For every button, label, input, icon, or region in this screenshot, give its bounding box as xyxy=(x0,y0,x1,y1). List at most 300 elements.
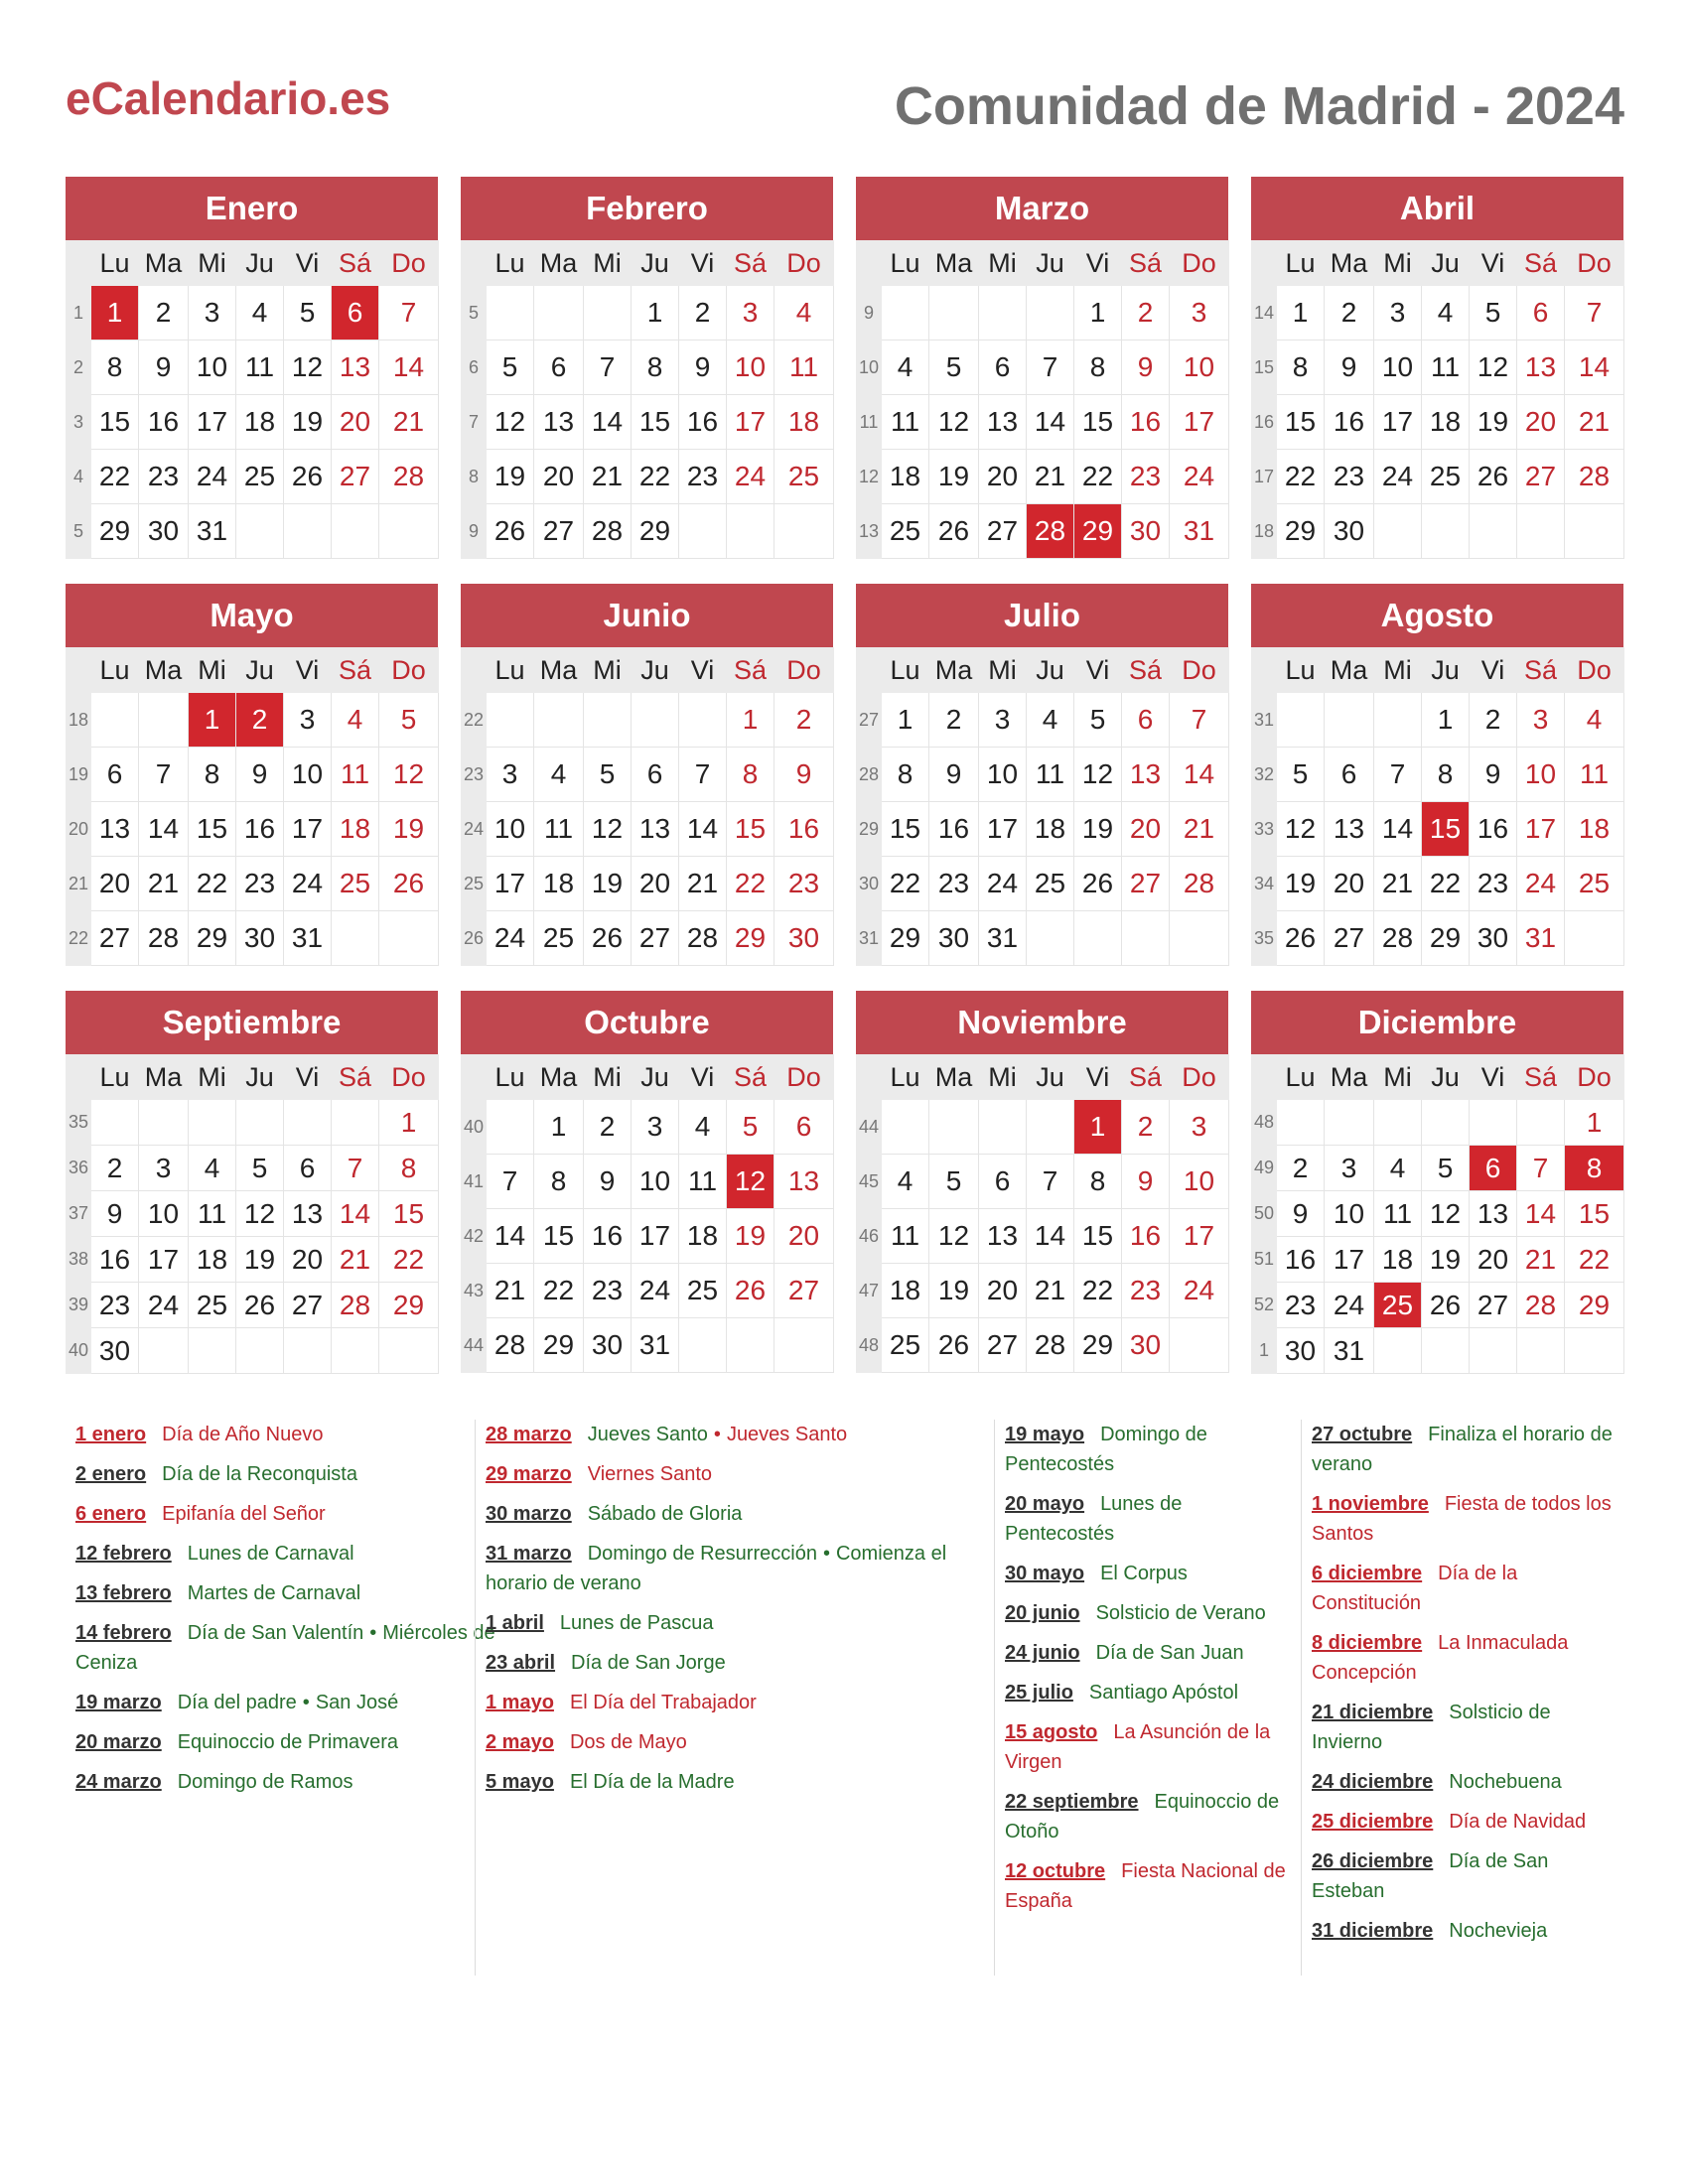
day-cell: 11 xyxy=(679,1155,727,1209)
empty-cell xyxy=(487,693,534,748)
week-number: 13 xyxy=(857,504,882,559)
day-header: Do xyxy=(774,648,834,693)
day-cell: 20 xyxy=(1122,802,1170,857)
day-cell: 9 xyxy=(1122,1155,1170,1209)
day-header: Ju xyxy=(236,648,284,693)
day-header: Vi xyxy=(1074,241,1122,286)
holiday-date-link[interactable]: 30 marzo xyxy=(486,1503,572,1525)
holiday-date-link[interactable]: 15 agosto xyxy=(1005,1721,1098,1743)
day-cell: 20 xyxy=(1470,1237,1517,1283)
day-header: Ju xyxy=(1422,648,1470,693)
day-cell: 21 xyxy=(1170,802,1229,857)
day-header: Vi xyxy=(1074,648,1122,693)
holiday-name: Nochebuena xyxy=(1449,1771,1562,1793)
holiday-name: Martes de Carnaval xyxy=(187,1582,361,1604)
day-cell: 11 xyxy=(882,1209,929,1264)
day-header: Mi xyxy=(979,648,1027,693)
day-header: Do xyxy=(1170,241,1229,286)
day-cell: 17 xyxy=(1170,1209,1229,1264)
month-name: Mayo xyxy=(66,584,438,647)
day-cell: 15 xyxy=(632,395,679,450)
day-cell: 15 xyxy=(1074,395,1122,450)
holiday-item xyxy=(75,1499,532,1529)
day-cell: 20 xyxy=(1325,857,1374,911)
day-cell: 22 xyxy=(1074,1264,1122,1318)
brand-logo[interactable]: eCalendario.es xyxy=(66,72,391,124)
day-cell: 19 xyxy=(284,395,332,450)
week-header-blank xyxy=(857,1055,882,1100)
day-cell: 29 xyxy=(534,1318,584,1373)
day-cell: 24 xyxy=(1170,1264,1229,1318)
day-cell: 27 xyxy=(1122,857,1170,911)
day-cell: 18 xyxy=(1374,1237,1422,1283)
day-cell: 18 xyxy=(189,1237,236,1283)
day-header: Lu xyxy=(1277,241,1325,286)
month-name: Marzo xyxy=(856,177,1228,240)
day-cell: 6 xyxy=(979,1155,1027,1209)
holiday-day-cell: 15 xyxy=(1422,802,1470,857)
day-cell: 19 xyxy=(1470,395,1517,450)
holiday-date-link[interactable]: 24 diciembre xyxy=(1312,1771,1434,1793)
day-cell: 2 xyxy=(1470,693,1517,748)
day-header: Ma xyxy=(534,241,584,286)
day-cell: 11 xyxy=(332,748,379,802)
day-cell: 30 xyxy=(1122,1318,1170,1373)
day-cell: 13 xyxy=(332,341,379,395)
day-header: Lu xyxy=(91,1055,139,1100)
day-header: Lu xyxy=(882,241,929,286)
day-cell: 21 xyxy=(1374,857,1422,911)
week-number: 44 xyxy=(462,1318,487,1373)
day-cell: 3 xyxy=(1517,693,1565,748)
holiday-date-link[interactable]: 20 mayo xyxy=(1005,1493,1085,1515)
week-number: 40 xyxy=(67,1328,91,1374)
holiday-date-link[interactable]: 12 octubre xyxy=(1005,1860,1106,1882)
holiday-column xyxy=(75,1420,532,1976)
holiday-name: Lunes de Pentecostés xyxy=(1005,1493,1183,1545)
empty-cell xyxy=(1422,504,1470,559)
day-cell: 13 xyxy=(1325,802,1374,857)
week-number: 8 xyxy=(462,450,487,504)
day-cell: 19 xyxy=(1277,857,1325,911)
day-cell: 6 xyxy=(1325,748,1374,802)
day-cell: 8 xyxy=(1422,748,1470,802)
day-cell: 6 xyxy=(284,1146,332,1191)
holiday-name: Lunes de Pascua xyxy=(559,1612,714,1634)
day-cell: 14 xyxy=(139,802,189,857)
holiday-item xyxy=(75,1578,532,1608)
day-cell: 8 xyxy=(1074,1155,1122,1209)
week-number: 35 xyxy=(1252,911,1277,966)
day-cell: 10 xyxy=(189,341,236,395)
day-header: Sá xyxy=(1122,241,1170,286)
holiday-date-link[interactable]: 27 octubre xyxy=(1312,1424,1413,1445)
day-cell: 30 xyxy=(774,911,834,966)
week-number: 47 xyxy=(857,1264,882,1318)
day-cell: 11 xyxy=(189,1191,236,1237)
empty-cell xyxy=(284,1328,332,1374)
day-cell: 4 xyxy=(236,286,284,341)
day-cell: 5 xyxy=(379,693,439,748)
day-cell: 14 xyxy=(679,802,727,857)
day-cell: 24 xyxy=(1325,1283,1374,1328)
day-cell: 6 xyxy=(979,341,1027,395)
empty-cell xyxy=(332,1328,379,1374)
day-cell: 10 xyxy=(284,748,332,802)
day-cell: 23 xyxy=(679,450,727,504)
day-cell: 20 xyxy=(1517,395,1565,450)
holiday-date-link[interactable]: 25 julio xyxy=(1005,1682,1073,1704)
day-cell: 20 xyxy=(284,1237,332,1283)
day-header: Ma xyxy=(139,241,189,286)
day-cell: 5 xyxy=(1277,748,1325,802)
day-header: Ju xyxy=(1027,241,1074,286)
week-number: 18 xyxy=(67,693,91,748)
holiday-date-link[interactable]: 30 mayo xyxy=(1005,1563,1085,1584)
day-cell: 9 xyxy=(139,341,189,395)
day-cell: 5 xyxy=(727,1100,774,1155)
week-number: 32 xyxy=(1252,748,1277,802)
day-cell: 22 xyxy=(1074,450,1122,504)
holiday-date-link[interactable]: 2 mayo xyxy=(486,1731,554,1753)
day-cell: 9 xyxy=(236,748,284,802)
day-cell: 21 xyxy=(1027,1264,1074,1318)
holiday-name: Santiago Apóstol xyxy=(1088,1682,1239,1704)
holiday-date-link[interactable]: 1 noviembre xyxy=(1312,1493,1429,1515)
empty-cell xyxy=(189,1328,236,1374)
day-cell: 1 xyxy=(379,1100,439,1146)
week-number: 33 xyxy=(1252,802,1277,857)
month-noviembre xyxy=(856,991,1228,1373)
holiday-date-link[interactable]: 2 enero xyxy=(75,1463,147,1485)
day-cell: 8 xyxy=(189,748,236,802)
empty-cell xyxy=(236,1328,284,1374)
day-cell: 17 xyxy=(1325,1237,1374,1283)
holiday-name: Domingo de Pentecostés xyxy=(1005,1424,1207,1475)
day-cell: 18 xyxy=(1565,802,1624,857)
day-cell: 1 xyxy=(727,693,774,748)
month-name: Octubre xyxy=(461,991,833,1054)
day-cell: 28 xyxy=(139,911,189,966)
day-cell: 16 xyxy=(236,802,284,857)
day-cell: 25 xyxy=(774,450,834,504)
day-cell: 18 xyxy=(332,802,379,857)
week-number: 28 xyxy=(857,748,882,802)
day-cell: 22 xyxy=(727,857,774,911)
day-cell: 7 xyxy=(679,748,727,802)
day-cell: 1 xyxy=(1565,1100,1624,1146)
day-cell: 14 xyxy=(1517,1191,1565,1237)
day-header: Mi xyxy=(584,1055,632,1100)
holiday-date-link[interactable]: 6 enero xyxy=(75,1503,147,1525)
empty-cell xyxy=(487,286,534,341)
holiday-date-link[interactable]: 13 febrero xyxy=(75,1582,172,1604)
day-cell: 22 xyxy=(1277,450,1325,504)
day-cell: 14 xyxy=(584,395,632,450)
day-header: Ju xyxy=(1027,1055,1074,1100)
holiday-date-link[interactable]: 20 junio xyxy=(1005,1602,1080,1624)
day-cell: 12 xyxy=(929,1209,979,1264)
day-cell: 14 xyxy=(1170,748,1229,802)
empty-cell xyxy=(1565,504,1624,559)
day-cell: 11 xyxy=(236,341,284,395)
day-cell: 28 xyxy=(332,1283,379,1328)
holiday-date-link[interactable]: 19 mayo xyxy=(1005,1424,1085,1445)
week-number: 51 xyxy=(1252,1237,1277,1283)
day-cell: 26 xyxy=(1422,1283,1470,1328)
day-header: Lu xyxy=(882,1055,929,1100)
day-cell: 13 xyxy=(284,1191,332,1237)
day-cell: 10 xyxy=(979,748,1027,802)
month-septiembre xyxy=(66,991,438,1374)
day-cell: 5 xyxy=(236,1146,284,1191)
day-cell: 11 xyxy=(1565,748,1624,802)
day-header: Vi xyxy=(679,1055,727,1100)
holiday-date-link[interactable]: 12 febrero xyxy=(75,1543,172,1565)
empty-cell xyxy=(774,1318,834,1373)
holiday-name: Jueves Santo xyxy=(726,1424,848,1445)
holiday-date-link[interactable]: 14 febrero xyxy=(75,1622,172,1644)
holiday-column xyxy=(475,1420,1001,1976)
day-cell: 23 xyxy=(1277,1283,1325,1328)
holiday-date-link[interactable]: 22 septiembre xyxy=(1005,1791,1139,1813)
day-cell: 6 xyxy=(774,1100,834,1155)
day-header: Sá xyxy=(332,648,379,693)
day-cell: 24 xyxy=(727,450,774,504)
day-cell: 26 xyxy=(236,1283,284,1328)
holiday-item xyxy=(1005,1638,1294,1668)
day-cell: 4 xyxy=(774,286,834,341)
month-name: Diciembre xyxy=(1251,991,1623,1054)
week-number: 50 xyxy=(1252,1191,1277,1237)
day-header: Sá xyxy=(727,241,774,286)
day-cell: 14 xyxy=(332,1191,379,1237)
holiday-date-link[interactable]: 1 mayo xyxy=(486,1692,554,1713)
day-header: Sá xyxy=(1517,241,1565,286)
separator-dot: • xyxy=(302,1692,310,1713)
day-cell: 11 xyxy=(774,341,834,395)
week-number: 16 xyxy=(1252,395,1277,450)
day-cell: 15 xyxy=(727,802,774,857)
holiday-date-link[interactable]: 1 abril xyxy=(486,1612,544,1634)
day-cell: 16 xyxy=(679,395,727,450)
week-header-blank xyxy=(67,1055,91,1100)
day-cell: 15 xyxy=(1074,1209,1122,1264)
day-cell: 22 xyxy=(91,450,139,504)
day-cell: 29 xyxy=(727,911,774,966)
holiday-date-link[interactable]: 29 marzo xyxy=(486,1463,572,1485)
holiday-date-link[interactable]: 28 marzo xyxy=(486,1424,572,1445)
holiday-date-link[interactable]: 19 marzo xyxy=(75,1692,162,1713)
day-cell: 3 xyxy=(727,286,774,341)
day-cell: 29 xyxy=(882,911,929,966)
day-cell: 22 xyxy=(882,857,929,911)
day-cell: 28 xyxy=(1027,1318,1074,1373)
empty-cell xyxy=(1565,911,1624,966)
day-header: Sá xyxy=(727,648,774,693)
day-cell: 7 xyxy=(487,1155,534,1209)
holiday-item xyxy=(1312,1698,1617,1757)
week-number: 3 xyxy=(67,395,91,450)
empty-cell xyxy=(1470,504,1517,559)
day-cell: 25 xyxy=(1027,857,1074,911)
day-header: Lu xyxy=(1277,648,1325,693)
day-cell: 9 xyxy=(91,1191,139,1237)
empty-cell xyxy=(774,504,834,559)
day-header: Do xyxy=(1565,241,1624,286)
day-cell: 4 xyxy=(882,341,929,395)
day-cell: 26 xyxy=(929,1318,979,1373)
day-cell: 17 xyxy=(487,857,534,911)
day-cell: 14 xyxy=(487,1209,534,1264)
empty-cell xyxy=(1374,1100,1422,1146)
day-cell: 20 xyxy=(534,450,584,504)
week-number: 42 xyxy=(462,1209,487,1264)
day-cell: 4 xyxy=(882,1155,929,1209)
holiday-item xyxy=(75,1767,532,1797)
day-cell: 19 xyxy=(487,450,534,504)
holiday-date-link[interactable]: 1 enero xyxy=(75,1424,147,1445)
week-header-blank xyxy=(67,241,91,286)
day-cell: 31 xyxy=(1517,911,1565,966)
week-number: 35 xyxy=(67,1100,91,1146)
day-header: Vi xyxy=(284,241,332,286)
day-header: Ju xyxy=(632,241,679,286)
holiday-name: Equinoccio de Primavera xyxy=(177,1731,399,1753)
day-cell: 2 xyxy=(929,693,979,748)
month-table xyxy=(1251,647,1624,966)
empty-cell xyxy=(139,693,189,748)
day-cell: 16 xyxy=(1122,1209,1170,1264)
day-cell: 16 xyxy=(584,1209,632,1264)
holiday-day-cell: 1 xyxy=(189,693,236,748)
day-header: Vi xyxy=(679,241,727,286)
holiday-item xyxy=(486,1539,1001,1598)
holiday-column xyxy=(1301,1420,1617,1976)
holiday-name: Comienza el horario de verano xyxy=(486,1543,947,1594)
holiday-name: Domingo de Ramos xyxy=(177,1771,353,1793)
holiday-date-link[interactable]: 31 marzo xyxy=(486,1543,572,1565)
holiday-item xyxy=(486,1499,1001,1529)
empty-cell xyxy=(487,1100,534,1155)
day-cell: 25 xyxy=(882,1318,929,1373)
day-cell: 17 xyxy=(632,1209,679,1264)
day-header: Vi xyxy=(284,648,332,693)
holiday-item xyxy=(1005,1598,1294,1628)
holiday-date-link[interactable]: 21 diciembre xyxy=(1312,1702,1434,1723)
months-grid xyxy=(66,177,1625,1380)
day-cell: 7 xyxy=(332,1146,379,1191)
holiday-date-link[interactable]: 23 abril xyxy=(486,1652,556,1674)
day-cell: 18 xyxy=(882,1264,929,1318)
holiday-item xyxy=(1005,1787,1294,1846)
holiday-date-link[interactable]: 5 mayo xyxy=(486,1771,554,1793)
day-cell: 7 xyxy=(1027,341,1074,395)
holiday-name: Día de Año Nuevo xyxy=(162,1424,324,1445)
week-number: 24 xyxy=(462,802,487,857)
month-diciembre xyxy=(1251,991,1623,1374)
day-cell: 4 xyxy=(1422,286,1470,341)
day-cell: 10 xyxy=(1170,1155,1229,1209)
empty-cell xyxy=(727,504,774,559)
holiday-date-link[interactable]: 8 diciembre xyxy=(1312,1632,1423,1654)
holiday-item xyxy=(486,1608,1001,1638)
month-name: Noviembre xyxy=(856,991,1228,1054)
week-number: 43 xyxy=(462,1264,487,1318)
empty-cell xyxy=(1517,1100,1565,1146)
day-header: Vi xyxy=(284,1055,332,1100)
holiday-date-link[interactable]: 20 marzo xyxy=(75,1731,162,1753)
day-header: Do xyxy=(379,1055,439,1100)
holiday-date-link[interactable]: 24 marzo xyxy=(75,1771,162,1793)
empty-cell xyxy=(1374,504,1422,559)
day-cell: 19 xyxy=(1074,802,1122,857)
day-cell: 15 xyxy=(91,395,139,450)
week-number: 52 xyxy=(1252,1283,1277,1328)
day-cell: 29 xyxy=(1074,1318,1122,1373)
holiday-name: Finaliza el horario de verano xyxy=(1312,1424,1613,1475)
day-cell: 17 xyxy=(139,1237,189,1283)
empty-cell xyxy=(1517,504,1565,559)
day-cell: 29 xyxy=(379,1283,439,1328)
holiday-date-link[interactable]: 26 diciembre xyxy=(1312,1850,1434,1872)
holiday-date-link[interactable]: 24 junio xyxy=(1005,1642,1080,1664)
day-header: Mi xyxy=(979,1055,1027,1100)
holiday-date-link[interactable]: 6 diciembre xyxy=(1312,1563,1423,1584)
day-cell: 29 xyxy=(189,911,236,966)
holiday-date-link[interactable]: 25 diciembre xyxy=(1312,1811,1434,1833)
holiday-column xyxy=(994,1420,1294,1976)
day-cell: 12 xyxy=(487,395,534,450)
day-cell: 3 xyxy=(284,693,332,748)
holiday-day-cell: 6 xyxy=(1470,1146,1517,1191)
day-cell: 27 xyxy=(979,504,1027,559)
holiday-name: Miércoles de Ceniza xyxy=(75,1622,495,1674)
day-cell: 28 xyxy=(379,450,439,504)
day-cell: 13 xyxy=(1517,341,1565,395)
day-cell: 22 xyxy=(189,857,236,911)
holiday-name: Día de San Valentín xyxy=(187,1622,364,1644)
day-header: Ju xyxy=(1027,648,1074,693)
day-cell: 8 xyxy=(632,341,679,395)
holiday-date-link[interactable]: 31 diciembre xyxy=(1312,1920,1434,1942)
empty-cell xyxy=(379,1328,439,1374)
day-cell: 6 xyxy=(632,748,679,802)
day-cell: 10 xyxy=(632,1155,679,1209)
day-cell: 17 xyxy=(1170,395,1229,450)
day-cell: 30 xyxy=(139,504,189,559)
week-header-blank xyxy=(1252,241,1277,286)
holiday-item xyxy=(1005,1856,1294,1916)
week-header-blank xyxy=(857,241,882,286)
empty-cell xyxy=(882,1100,929,1155)
day-cell: 10 xyxy=(1170,341,1229,395)
empty-cell xyxy=(1027,911,1074,966)
holiday-name: Sábado de Gloria xyxy=(587,1503,743,1525)
day-cell: 4 xyxy=(679,1100,727,1155)
week-number: 44 xyxy=(857,1100,882,1155)
day-cell: 28 xyxy=(487,1318,534,1373)
day-cell: 22 xyxy=(534,1264,584,1318)
day-cell: 4 xyxy=(332,693,379,748)
day-header: Sá xyxy=(1517,1055,1565,1100)
day-header: Mi xyxy=(1374,241,1422,286)
holiday-day-cell: 28 xyxy=(1027,504,1074,559)
day-cell: 4 xyxy=(1565,693,1624,748)
day-cell: 1 xyxy=(882,693,929,748)
holiday-item xyxy=(1005,1559,1294,1588)
week-number: 29 xyxy=(857,802,882,857)
